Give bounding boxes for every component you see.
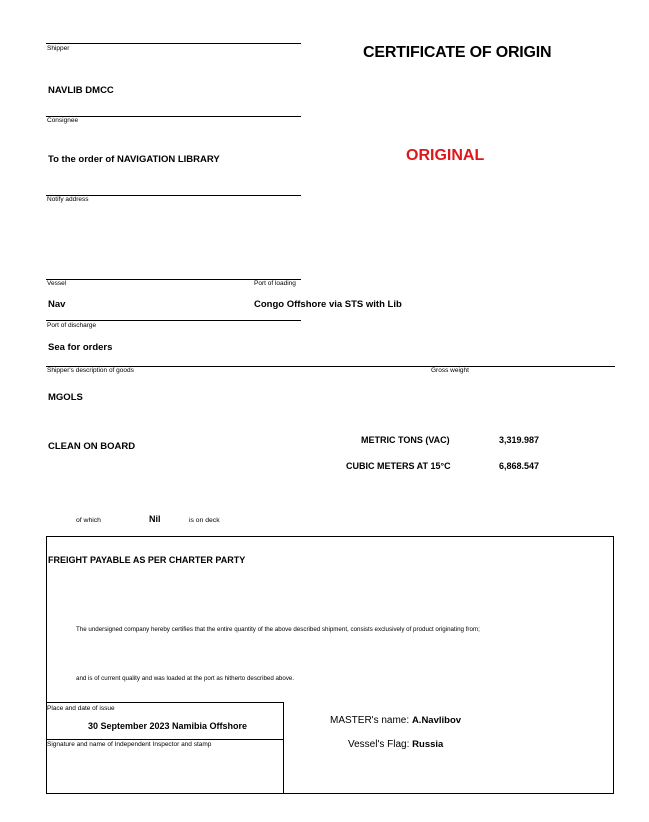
qty1-label: METRIC TONS (VAC) <box>361 435 450 445</box>
port-loading-label: Port of loading <box>254 280 296 287</box>
deck-value: Nil <box>149 514 161 524</box>
qty2-value: 6,868.547 <box>499 461 540 471</box>
original-mark: ORIGINAL <box>406 147 485 164</box>
port-discharge-value: Sea for orders <box>48 342 113 353</box>
port-discharge-label: Port of discharge <box>47 322 97 329</box>
signature-label: Signature and name of Independent Inspector and stamp <box>47 741 212 748</box>
issue-label: Place and date of issue <box>47 705 115 712</box>
goods-condition: CLEAN ON BOARD <box>48 441 136 452</box>
vessel-value: Nav <box>48 299 66 310</box>
notify-label: Notify address <box>47 196 89 203</box>
freight-terms: FREIGHT PAYABLE AS PER CHARTER PARTY <box>48 555 246 565</box>
goods-description: MGOLS <box>48 392 83 403</box>
master-label: MASTER's name: <box>330 715 410 726</box>
deck-prefix: of which <box>76 517 101 524</box>
consignee-value: To the order of NAVIGATION LIBRARY <box>48 154 220 165</box>
qty2-label: CUBIC METERS AT 15°C <box>346 461 451 471</box>
issue-value: 30 September 2023 Namibia Offshore <box>88 721 248 731</box>
shipper-label: Shipper <box>47 45 70 52</box>
flag-label: Vessel's Flag: <box>348 739 410 750</box>
shipper-value: NAVLIB DMCC <box>48 85 114 96</box>
certify-line-1: The undersigned company hereby certifies that the entire quantity of the above described shipment, consists exclusively of product originating from; <box>76 626 480 633</box>
master-value: A.Navlibov <box>411 715 462 726</box>
document-title: CERTIFICATE OF ORIGIN <box>363 44 552 61</box>
flag-value: Russia <box>412 739 444 750</box>
port-loading-value: Congo Offshore via STS with Lib <box>254 299 402 310</box>
master-line <box>330 715 461 726</box>
gross-weight-label: Gross weight <box>431 367 469 374</box>
deck-suffix: is on deck <box>189 517 220 524</box>
consignee-label: Consignee <box>47 117 79 124</box>
certify-line-2: and is of current quality and was loaded at the port as hitherto described above. <box>76 675 295 682</box>
flag-line <box>348 739 443 750</box>
qty1-value: 3,319.987 <box>499 435 540 445</box>
vessel-label: Vessel <box>47 280 67 287</box>
goods-label: Shipper's description of goods <box>47 367 134 374</box>
